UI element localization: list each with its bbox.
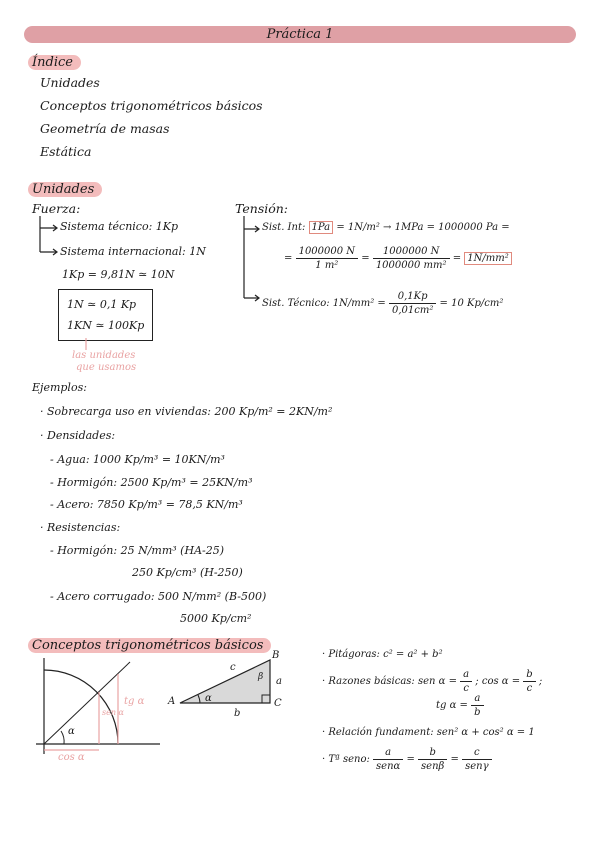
box-line-n: 1N ≃ 0,1 Kp <box>67 298 137 311</box>
vertex-C: C <box>274 698 282 709</box>
fundamental-relation: · Relación fundament: sen² α + cos² α = 1 <box>322 727 535 738</box>
examples-heading: Ejemplos: <box>32 381 87 394</box>
units-used-box <box>58 289 153 341</box>
box-line-kn: 1KN ≃ 100Kp <box>67 319 145 332</box>
sine-theorem: · Tª seno: $\frac{a}{\text{senα}}$ = $\frac{b}{\text{senβ}}$ = $\frac{c}{\text{senγ}}$ <box>322 746 492 773</box>
resistance-concrete: - Hormigón: 25 N/mm³ (HA-25) <box>50 544 225 557</box>
resistance-concrete-kp: 250 Kp/cm³ (H-250) <box>132 566 243 579</box>
sine-label: sen α <box>102 708 124 717</box>
vertex-B: B <box>272 650 280 661</box>
tangent-label: tg α <box>124 696 145 707</box>
side-a: a <box>276 676 282 687</box>
trig-heading: Conceptos trigonométricos básicos <box>28 634 271 653</box>
density-concrete: - Hormigón: 2500 Kp/m³ = 25KN/m³ <box>50 476 253 489</box>
units-note: las unidades que usamos <box>72 350 137 373</box>
unit-circle-diagram <box>30 658 165 768</box>
page-title: Práctica 1 <box>266 27 334 42</box>
densities-label: · Densidades: <box>40 429 116 442</box>
index-item-statics: Estática <box>40 144 92 159</box>
tension-technical-line: Sist. Técnico: 1N/mm² = $\frac{0,1Kp}{\text{0,01cm²}}$ = 10 Kp/cm² <box>262 291 504 316</box>
tension-si-line: Sist. Int: 1Pa = 1N/m² → 1MPa = 1000000 Pa = <box>262 222 510 233</box>
vertex-A: A <box>168 696 176 707</box>
example-overload: · Sobrecarga uso en viviendas: 200 Kp/m² = 2KN/m² <box>40 405 333 418</box>
force-label: Fuerza: <box>32 201 81 216</box>
result-box: 1N/mm² <box>464 252 511 265</box>
resistance-steel-kp: 5000 Kp/cm² <box>180 612 252 625</box>
index-item-units: Unidades <box>40 75 100 90</box>
right-triangle-diagram <box>170 648 285 720</box>
index-item-trig: Conceptos trigonométricos básicos <box>40 98 263 113</box>
units-heading: Unidades <box>28 178 102 197</box>
circle-alpha: α <box>68 726 75 737</box>
density-steel: - Acero: 7850 Kp/m³ = 78,5 KN/m³ <box>50 498 243 511</box>
force-equivalence: 1Kp = 9,81N ≃ 10N <box>62 268 175 281</box>
index-heading: Índice <box>28 51 81 70</box>
side-c: c <box>230 662 236 673</box>
index-item-mass: Geometría de masas <box>40 121 170 136</box>
force-technical: Sistema técnico: 1Kp <box>60 220 179 233</box>
resistances-label: · Resistencias: <box>40 521 121 534</box>
note-connector <box>84 338 88 350</box>
pythagoras: · Pitágoras: c² = a² + b² <box>322 649 443 660</box>
force-international: Sistema internacional: 1N <box>60 245 206 258</box>
tension-fraction-line: = $\frac{1000000 N}{\text{1 m²}}$ = $\frac{1000000 N}{\text{1000000 mm²}}$ = 1N/mm² <box>284 245 512 272</box>
angle-alpha: α <box>205 693 212 704</box>
density-water: - Agua: 1000 Kp/m³ = 10KN/m³ <box>50 453 225 466</box>
basic-ratios: · Razones básicas: sen α = $\frac{a}{c}$ ; cos α = $\frac{b}{c}$ ; <box>322 669 543 694</box>
pascal-box: 1Pa <box>309 221 334 234</box>
tangent-ratio: tg α = $\frac{a}{b}$ <box>436 692 484 719</box>
tension-label: Tensión: <box>235 201 289 216</box>
cosine-label: cos α <box>58 752 85 763</box>
side-b: b <box>234 708 241 719</box>
resistance-steel: - Acero corrugado: 500 N/mm² (B-500) <box>50 590 267 603</box>
angle-beta: β <box>258 672 264 682</box>
tension-bracket-lines <box>240 216 262 306</box>
